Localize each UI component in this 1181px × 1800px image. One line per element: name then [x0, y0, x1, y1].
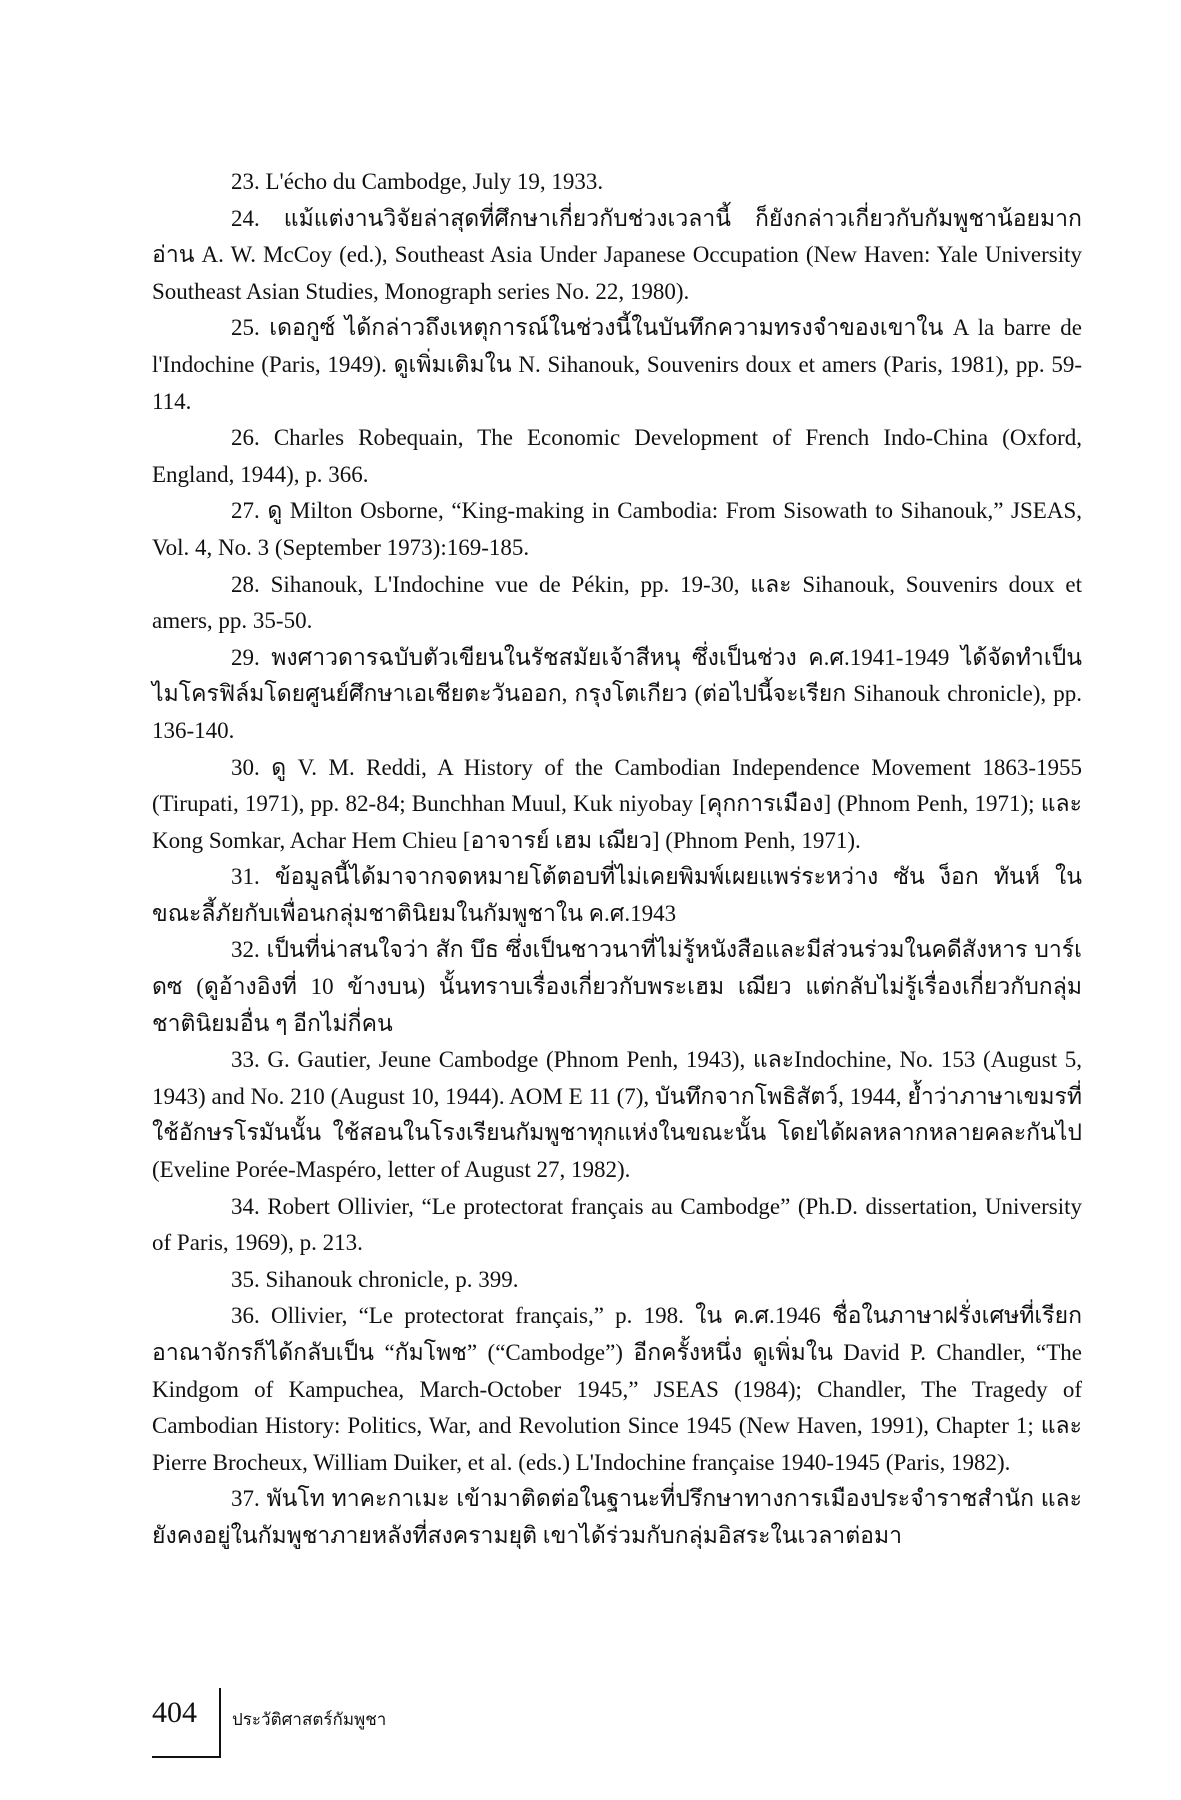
footnote: [152, 567, 1082, 640]
footnote-number: 33.: [231, 1047, 260, 1073]
footnote-number: 27.: [231, 498, 260, 524]
footnotes-section: [152, 164, 1082, 1555]
footnote: [152, 859, 1082, 932]
running-title: ประวัติศาสตร์กัมพูชา: [232, 1710, 387, 1730]
footnote-number: 25.: [231, 315, 260, 341]
footnote-number: 35.: [231, 1266, 260, 1292]
footnote-text: ดู V. M. Reddi, A History of the Cambodian Independence Movement 1863-1955 (Tirupati, 1971), pp. 82-84; Bunchhan Muul, Kuk niyobay [คุกการเมือง] (Phnom Penh, 1971); และ Kong Somkar, Achar Hem Chieu [อาจารย์ เฮม เฌียว] (Phnom Penh, 1971).: [152, 754, 1083, 853]
footnote-text: ดู Milton Osborne, “King-making in Cambodia: From Sisowath to Sihanouk,” JSEAS, Vol. 4, No. 3 (September 1973):169-185.: [152, 498, 1082, 560]
footnote: [152, 1481, 1082, 1554]
footnote: [152, 750, 1082, 860]
footnote-number: 34.: [231, 1193, 260, 1219]
footnote-number: 30.: [231, 754, 260, 780]
footnote-text: ข้อมูลนี้ได้มาจากจดหมายโต้ตอบที่ไม่เคยพิมพ์เผยแพร่ระหว่าง ซัน ง็อก ทันห์ ในขณะลี้ภัยกับเพื่อนกลุ่มชาตินิยมในกัมพูชาใน ค.ศ.1943: [152, 864, 1082, 926]
footnote-text: L'écho du Cambodge, July 19, 1933.: [265, 169, 604, 194]
footnote-text: G. Gautier, Jeune Cambodge (Phnom Penh, 1943), และIndochine, No. 153 (August 5, 1943) and No. 210 (August 10, 1944). AOM E 11 (7), บันทึกจากโพธิสัตว์, 1944, ย้ำว่าภาษาเขมรที่ใช้อักษรโรมันนั้น ใช้สอนในโรงเรียนกัมพูชาทุกแห่งในขณะนั้น โดยได้ผลหลากหลายคละกันไป (Eveline Porée-Maspéro, letter of August 27, 1982).: [152, 1047, 1082, 1183]
footnote-number: 26.: [231, 425, 260, 451]
footnote-number: 36.: [231, 1303, 260, 1329]
footnote-text: Ollivier, “Le protectorat français,” p. 198. ใน ค.ศ.1946 ชื่อในภาษาฝรั่งเศษที่เรียกอาณาจักรก็ได้กลับเป็น “กัมโพช” (“Cambodge”) อีกครั้งหนึ่ง ดูเพิ่มใน David P. Chandler, “The Kindgom of Kampuchea, March-October 1945,” JSEAS (1984); Chandler, The Tragedy of Cambodian History: Politics, War, and Revolution Since 1945 (New Haven, 1991), Chapter 1; และ Pierre Brocheux, William Duiker, et al. (eds.) L'Indochine française 1940-1945 (Paris, 1982).: [152, 1303, 1083, 1475]
footnote-text: Charles Robequain, The Economic Development of French Indo-China (Oxford, England, 1944), p. 366.: [152, 425, 1083, 487]
footnote-text: แม้แต่งานวิจัยล่าสุดที่ศึกษาเกี่ยวกับช่วงเวลานี้ ก็ยังกล่าวเกี่ยวกับกัมพูชาน้อยมาก อ่าน A. W. McCoy (ed.), Southeast Asia Under Japanese Occupation (New Haven: Yale University Southeast Asian Studies, Monograph series No. 22, 1980).: [152, 205, 1082, 304]
footnote-text: พงศาวดารฉบับตัวเขียนในรัชสมัยเจ้าสีหนุ ซึ่งเป็นช่วง ค.ศ.1941-1949 ได้จัดทำเป็นไมโครฟิล์มโดยศูนย์ศึกษาเอเชียตะวันออก, กรุงโตเกียว (ต่อไปนี้จะเรียก Sihanouk chronicle), pp. 136-140.: [152, 644, 1082, 743]
footnote: [152, 1189, 1082, 1262]
footnote-number: 29.: [231, 644, 260, 670]
footnote: [152, 1298, 1082, 1481]
footnote: [152, 932, 1082, 1042]
footnote-text: พันโท ทาคะกาเมะ เข้ามาติดต่อในฐานะที่ปรึกษาทางการเมืองประจำราชสำนัก และยังคงอยู่ในกัมพูชาภายหลังที่สงครามยุติ เขาได้ร่วมกับกลุ่มอิสระในเวลาต่อมา: [152, 1486, 1082, 1548]
footnote: [152, 164, 1082, 201]
footnote: [152, 310, 1082, 420]
footnote: [152, 640, 1082, 750]
footnote: [152, 201, 1082, 311]
footnote-number: 32.: [231, 937, 260, 963]
footnote-number: 24.: [231, 205, 260, 231]
page-number: 404: [152, 1696, 197, 1729]
footnote-number: 37.: [231, 1486, 260, 1512]
footnote-text: Sihanouk, L'Indochine vue de Pékin, pp. 19-30, และ Sihanouk, Souvenirs doux et amers, pp. 35-50.: [152, 571, 1082, 634]
footnote: [152, 493, 1082, 566]
footnote: [152, 1042, 1082, 1188]
footnote: [152, 420, 1082, 493]
footnote-text: เดอกูซ์ ได้กล่าวถึงเหตุการณ์ในช่วงนี้ในบันทึกความทรงจำของเขาใน A la barre de l'Indochine (Paris, 1949). ดูเพิ่มเติมใน N. Sihanouk, Souvenirs doux et amers (Paris, 1981), pp. 59-114.: [152, 315, 1083, 414]
footnote: [152, 1262, 1082, 1299]
footnote-number: 23.: [231, 169, 260, 194]
footnote-text: เป็นที่น่าสนใจว่า สัก บึธ ซึ่งเป็นชาวนาที่ไม่รู้หนังสือและมีส่วนร่วมในคดีสังหาร บาร์เดซ (ดูอ้างอิงที่ 10 ข้างบน) นั้นทราบเรื่องเกี่ยวกับพระเฮม เฌียว แต่กลับไม่รู้เรื่องเกี่ยวกับกลุ่มชาตินิยมอื่น ๆ อีกไม่กี่คน: [152, 937, 1083, 1036]
footnote-text: Sihanouk chronicle, p. 399.: [265, 1266, 519, 1292]
footnote-text: Robert Ollivier, “Le protectorat français au Cambodge” (Ph.D. dissertation, University of Paris, 1969), p. 213.: [152, 1193, 1083, 1256]
footer-divider: [219, 1688, 221, 1758]
footnote-number: 28.: [231, 571, 260, 597]
footnote-number: 31.: [231, 864, 260, 890]
footer-underline: [152, 1756, 221, 1758]
page-footer: [152, 1688, 402, 1768]
